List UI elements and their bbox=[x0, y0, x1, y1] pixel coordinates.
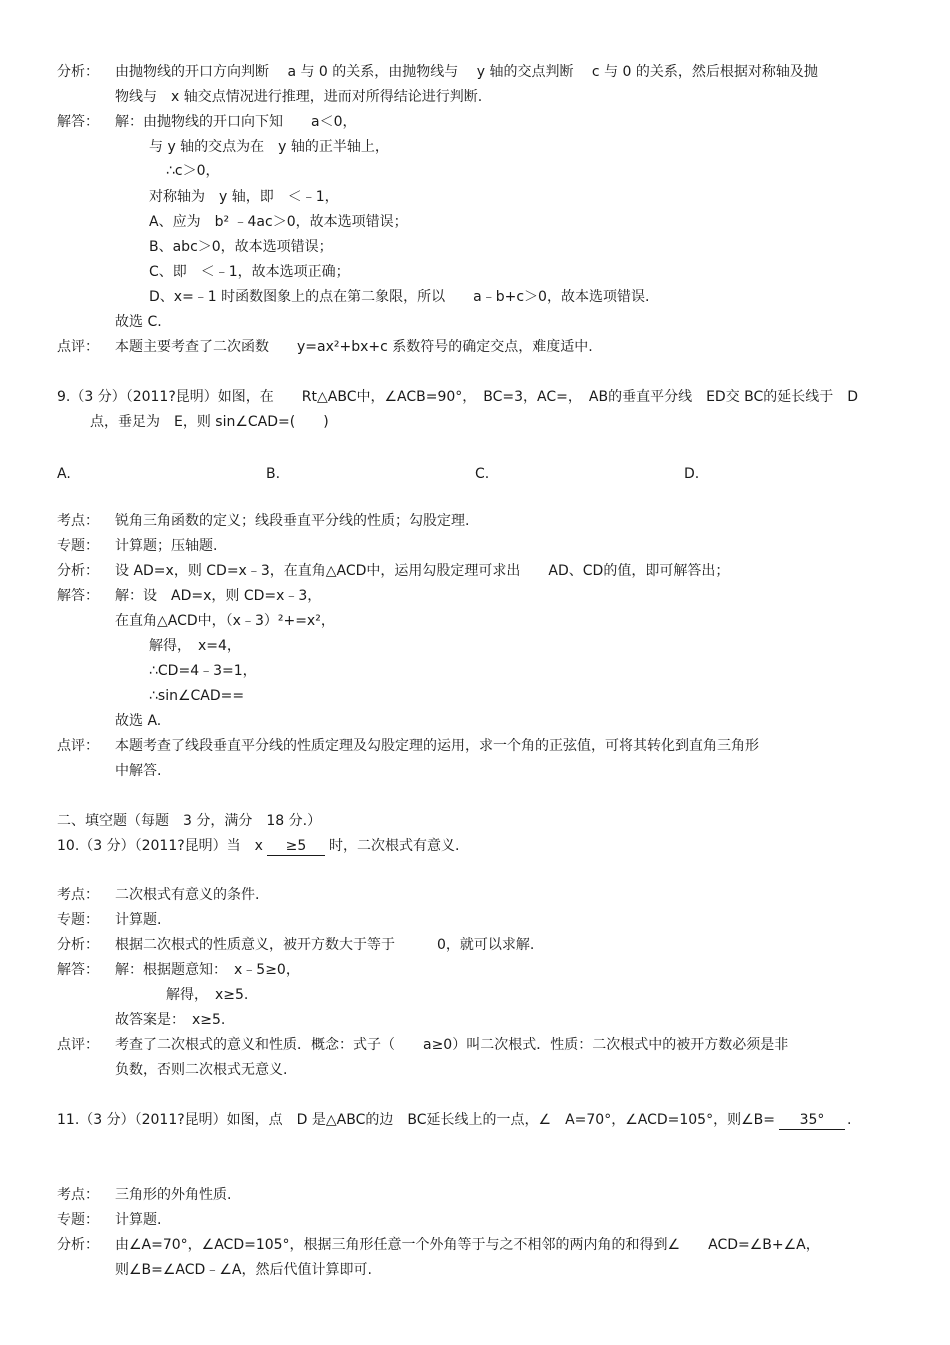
analysis-text: 由∠A=70°，∠ACD=105°，根据三角形任意一个外角等于与之不相邻的两内角的和得到∠ ACD=∠B+∠A， bbox=[115, 1237, 820, 1253]
solution-line: 故选 A. bbox=[115, 713, 162, 729]
question-11-stem-pre: 11.（3 分）（2011?昆明）如图，点 D 是△ABC的边 BC延长线上的一点，∠ A=70°，∠ACD=105°，则∠B= bbox=[57, 1112, 775, 1128]
solution-line: D、x=﹣1 时函数图象上的点在第二象限，所以 a﹣b+c＞0，故本选项错误. bbox=[149, 289, 650, 305]
option-a: A. bbox=[57, 466, 71, 482]
solution-line: 解：根据题意知： x﹣5≥0， bbox=[115, 962, 300, 978]
comment-label: 点评： bbox=[57, 738, 99, 754]
solution-label: 解答： bbox=[57, 962, 99, 978]
analysis-label: 分析： bbox=[57, 64, 99, 80]
solution-label: 解答： bbox=[57, 114, 99, 130]
option-b: B. bbox=[266, 466, 281, 482]
analysis-label: 分析： bbox=[57, 563, 99, 579]
analysis-text: 由抛物线的开口方向判断 a 与 0 的关系，由抛物线与 y 轴的交点判断 c 与 0 的关系，然后根据对称轴及抛 bbox=[115, 64, 818, 80]
question-10-stem bbox=[57, 837, 459, 856]
comment-text: 本题主要考查了二次函数 y=ax²+bx+c 系数符号的确定交点，难度适中. bbox=[115, 339, 593, 355]
option-c: C. bbox=[475, 466, 490, 482]
solution-line: ∴CD=4﹣3=1， bbox=[149, 663, 257, 679]
answer-blank: 35° bbox=[779, 1111, 845, 1130]
knowledge-point-label: 考点： bbox=[57, 887, 99, 903]
section-heading: 二、填空题（每题 3 分，满分 18 分.） bbox=[57, 813, 322, 829]
solution-line: 故答案是： x≥5. bbox=[115, 1012, 226, 1028]
analysis-text: 设 AD=x，则 CD=x﹣3，在直角△ACD中，运用勾股定理可求出 AD、CD的值，即可解答出； bbox=[115, 563, 730, 579]
solution-line: 与 y 轴的交点为在 y 轴的正半轴上， bbox=[149, 139, 389, 155]
question-11-stem-post: . bbox=[846, 1112, 852, 1128]
solution-line: 解：设 AD=x，则 CD=x﹣3， bbox=[115, 588, 322, 604]
knowledge-point-text: 锐角三角函数的定义；线段垂直平分线的性质；勾股定理. bbox=[115, 513, 470, 529]
solution-line: 解得， x≥5. bbox=[166, 987, 249, 1003]
solution-line: 解：由抛物线的开口向下知 a＜0， bbox=[115, 114, 357, 130]
knowledge-point-text: 二次根式有意义的条件. bbox=[115, 887, 260, 903]
comment-text: 本题考查了线段垂直平分线的性质定理及勾股定理的运用，求一个角的正弦值，可将其转化到直角三角形 bbox=[115, 738, 759, 754]
topic-label: 专题： bbox=[57, 912, 99, 928]
solution-line: A、应为 b² ﹣4ac＞0，故本选项错误； bbox=[149, 214, 408, 230]
question-10-stem-post: 时，二次根式有意义. bbox=[328, 838, 460, 854]
solution-line: ∴c＞0， bbox=[166, 163, 220, 179]
solution-label: 解答： bbox=[57, 588, 99, 604]
question-11-stem bbox=[57, 1111, 851, 1130]
question-9-stem: 9.（3 分）（2011?昆明）如图，在 Rt△ABC中，∠ACB=90°， BC=3，AC=， AB的垂直平分线 ED交 BC的延长线于 D bbox=[57, 389, 859, 405]
topic-text: 计算题. bbox=[115, 912, 162, 928]
question-9-stem: 点，垂足为 E，则 sin∠CAD=( ) bbox=[90, 414, 329, 430]
knowledge-point-label: 考点： bbox=[57, 1187, 99, 1203]
topic-label: 专题： bbox=[57, 1212, 99, 1228]
comment-text: 负数，否则二次根式无意义. bbox=[115, 1062, 288, 1078]
topic-text: 计算题. bbox=[115, 1212, 162, 1228]
option-d: D. bbox=[684, 466, 700, 482]
solution-line: 对称轴为 y 轴，即 ＜﹣1， bbox=[149, 189, 339, 205]
solution-line: 解得， x=4， bbox=[149, 638, 241, 654]
comment-text: 中解答. bbox=[115, 763, 162, 779]
solution-line: 故选 C. bbox=[115, 314, 162, 330]
analysis-text: 物线与 x 轴交点情况进行推理，进而对所得结论进行判断. bbox=[115, 89, 483, 105]
solution-line: C、即 ＜﹣1，故本选项正确； bbox=[149, 264, 350, 280]
comment-label: 点评： bbox=[57, 1037, 99, 1053]
solution-line: ∴sin∠CAD== bbox=[149, 688, 245, 704]
knowledge-point-text: 三角形的外角性质. bbox=[115, 1187, 232, 1203]
topic-text: 计算题；压轴题. bbox=[115, 538, 218, 554]
solution-line: 在直角△ACD中，（x﹣3）²+=x²， bbox=[115, 613, 335, 629]
solution-line: B、abc＞0，故本选项错误； bbox=[149, 239, 333, 255]
analysis-label: 分析： bbox=[57, 1237, 99, 1253]
analysis-label: 分析： bbox=[57, 937, 99, 953]
analysis-text: 根据二次根式的性质意义，被开方数大于等于 0，就可以求解. bbox=[115, 937, 535, 953]
comment-label: 点评： bbox=[57, 339, 99, 355]
knowledge-point-label: 考点： bbox=[57, 513, 99, 529]
analysis-text: 则∠B=∠ACD﹣∠A，然后代值计算即可. bbox=[115, 1262, 372, 1278]
topic-label: 专题： bbox=[57, 538, 99, 554]
answer-blank: ≥5 bbox=[267, 837, 325, 856]
comment-text: 考查了二次根式的意义和性质．概念：式子（ a≥0）叫二次根式．性质：二次根式中的被开方数必须是非 bbox=[115, 1037, 789, 1053]
question-10-stem-pre: 10.（3 分）（2011?昆明）当 x bbox=[57, 838, 263, 854]
